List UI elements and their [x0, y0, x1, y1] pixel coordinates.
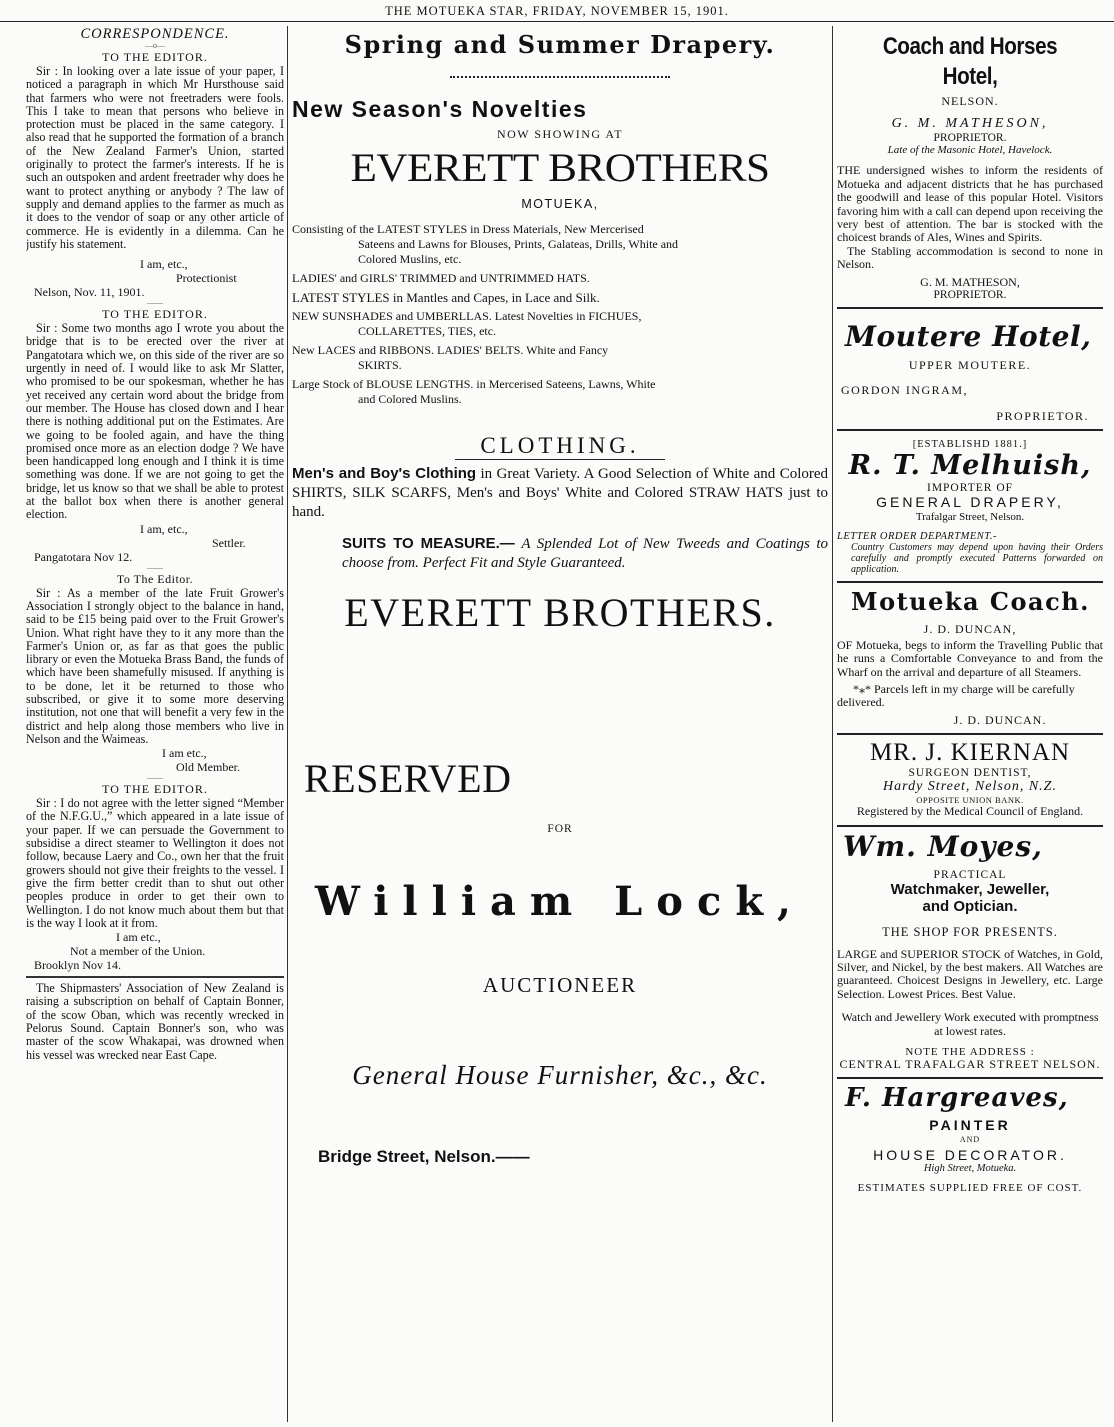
letter-3-body: Sir : As a member of the late Fruit Grower's Association I strongly object to the balance in hand, said to be £15 being paid over to the Fruit Grower's Union. What right have they to it any more than the Farmer's Union or, as far as that goes the public library or even the Motueka Brass Band, the funds of which have been shamefully misused. If anything is to be done, let it be returned to those who subscribed, or give it to some more deserving institution, not one that will benefit a very few in the district and help along those members who live in Nelson and the Waimeas.	[26, 585, 284, 746]
letter-1-salutation: TO THE EDITOR.	[102, 50, 208, 64]
motueka-coach-title: Motueka Coach.	[851, 587, 1090, 617]
and-label: AND	[959, 1134, 981, 1144]
kiernan-role: SURGEON DENTIST,	[908, 767, 1032, 780]
note-address: NOTE THE ADDRESS :	[905, 1045, 1035, 1058]
advert-column-right	[837, 26, 1103, 1422]
clothing-text: Men's and Boy's Clothing in Great Variety. A Good Selection of White and Colored SHIRTS, SILK SCARFS, Men's and Boys' White and Colored STRAW HATS just to hand.	[292, 465, 828, 520]
separator: ——	[147, 298, 163, 308]
letter-4-body: Sir : I do not agree with the letter signed “Member of the N.F.G.U.,” which appeared in a late issue of your paper. If we can persuade the Government to subsidise a direct steamer to Wellington it does not follow, because Laery and Co., own her that the fruit growers should not give their freights to the vessel. I give the firm better credit than to shut out other peoples produce in order to get their own to Wellington. I do not know much about them but that is the way I look at it from.	[26, 796, 284, 930]
ad-rule	[837, 1077, 1103, 1079]
clothing-heading: CLOTHING.	[480, 433, 640, 458]
moyes-trade-2: and Optician.	[922, 897, 1018, 915]
letter-order-text: Country Customers may depend upon having their Orders carefully and promptly executed Patterns forwarded on application.	[851, 542, 1103, 576]
established-year: [ESTABLISHD 1881.]	[912, 439, 1028, 451]
ad-rule	[837, 581, 1103, 583]
letter-2-signature: Settler.	[212, 535, 246, 550]
column-rule-2	[832, 26, 833, 1422]
kiernan-address: Hardy Street, Nelson, N.Z.	[883, 779, 1057, 795]
advert-column-center	[292, 26, 828, 1422]
moutere-title: Moutere Hotel,	[845, 320, 1092, 354]
letter-3-closing: I am etc.,	[162, 746, 207, 761]
letter-4-salutation: TO THE EDITOR.	[102, 782, 208, 797]
ad-rule	[837, 307, 1103, 309]
now-showing: NOW SHOWING AT	[496, 127, 624, 141]
clothing-rule	[455, 459, 665, 460]
auctioneer-title: AUCTIONEER	[482, 973, 638, 997]
drapery-item: Large Stock of BLOUSE LENGTHS. in Mercerised Sateens, Lawns, White and Colored Muslins.	[292, 377, 656, 406]
estimates-note: ESTIMATES SUPPLIED FREE OF COST.	[857, 1181, 1083, 1194]
drapery-item: New LACES and RIBBONS. LADIES' BELTS. White and Fancy SKIRTS.	[292, 343, 609, 372]
letter-2-closing: I am, etc.,	[140, 521, 188, 536]
letter-2-place: Pangatotara Nov 12.	[34, 549, 133, 564]
melhuish-advert	[837, 439, 1103, 575]
moutere-advert	[837, 321, 1103, 423]
sign-name: G. M. MATHESON,	[920, 274, 1020, 289]
separator: —o—	[145, 41, 165, 50]
coach-horses-town: NELSON.	[941, 94, 999, 108]
drapery-advert	[292, 30, 828, 635]
ad-rule	[837, 825, 1103, 827]
letter-4-signature: Not a member of the Union.	[70, 944, 206, 959]
shipmasters-note: The Shipmasters' Association of New Zealand is raising a subscription on behalf of Captain Bonner, of the scow Oban, which was recently wrecked in Pelorus Sound. Captain Bonner's son, who was master of the scow Whakapai, was drowned when his vessel was wrecked near East Cape.	[26, 981, 284, 1062]
coach-sign: J. D. DUNCAN.	[953, 712, 1047, 727]
kiernan-title: MR. J. KIERNAN	[869, 739, 1071, 767]
correspondence-heading: CORRESPONDENCE.	[80, 26, 230, 42]
late-of: Late of the Masonic Hotel, Havelock.	[887, 144, 1053, 157]
moutere-name: GORDON INGRAM,	[841, 383, 969, 398]
reserved-advert	[292, 757, 828, 1167]
coach-horses-title: Coach and Horses Hotel,	[882, 33, 1058, 90]
letter-1-closing: I am, etc.,	[140, 257, 188, 272]
section-rule	[26, 976, 284, 978]
proprietor-role: PROPRIETOR.	[933, 132, 1007, 145]
drapery-item: NEW SUNSHADES and UMBERLLAS. Latest Novelties in FICHUES, COLLARETTES, TIES, etc.	[292, 309, 642, 338]
separator: ——	[147, 773, 163, 783]
ad-rule	[837, 733, 1103, 735]
firm-name: EVERETT BROTHERS	[350, 145, 770, 190]
letter-1-signature: Protectionist	[176, 271, 237, 286]
shop-for-presents: THE SHOP FOR PRESENTS.	[882, 924, 1058, 939]
drapery-item: LADIES' and GIRLS' TRIMMED and UNTRIMMED HATS.	[292, 271, 590, 285]
sign-role: PROPRIETOR.	[933, 289, 1007, 302]
letter-1-body: Sir : In looking over a late issue of your paper, I noticed a paragraph in which Mr Hursthouse said that farmers who were not freetraders were fools. This I take to mean that persons who believe in protection must be placed in the same category. I also read that he supported the formation of a branch of the New Zealand Farmer's Union, started originally to protect the farmer's interests. If he is such an outspoken and ardent freetrader why does he want to protect anything or anybody ? The law of supply and demand applies to the farmer as much as it does to the vendor of soap or any other article of commerce. He is evidently in a dilemma. Can he justify his statement.	[26, 64, 284, 251]
drapery-item: Consisting of the LATEST STYLES in Dress Materials, New Mercerised Sateens and Lawns for Blouses, Prints, Galateas, Drills, White and Colored Muslins, etc.	[292, 222, 679, 266]
coach-horses-proprietor: G. M. MATHESON,	[891, 116, 1049, 132]
ornamental-rule	[450, 76, 670, 78]
opposite-union-bank: OPPOSITE UNION BANK.	[916, 795, 1024, 806]
hargreaves-title: F. Hargreaves,	[845, 1082, 1069, 1113]
moyes-body: LARGE and SUPERIOR STOCK of Watches, in Gold, Silver, and Nickel, by the best makers. All Watches are guaranteed. Choicest Designs in Jewellery, etc. Large Selection. Lowest Prices. Best Value.	[837, 946, 1103, 1001]
parcels-note: *⁎* Parcels left in my charge will be carefully delivered.	[837, 681, 1075, 710]
kiernan-advert	[837, 739, 1103, 818]
hargreaves-advert	[837, 1083, 1103, 1194]
letter-3-salutation: To The Editor.	[116, 571, 194, 586]
registered-note: Registered by the Medical Council of England.	[856, 804, 1084, 819]
melhuish-address: Trafalgar Street, Nelson.	[915, 511, 1025, 524]
masthead-rule	[0, 21, 1114, 22]
reserved-word: RESERVED	[304, 756, 512, 801]
moyes-title: Wm. Moyes,	[843, 829, 1043, 863]
masthead: THE MOTUEKA STAR, FRIDAY, NOVEMBER 15, 1901.	[385, 4, 729, 18]
painter-label: PAINTER	[929, 1116, 1011, 1133]
motueka-coach-advert	[837, 587, 1103, 727]
moutere-place: UPPER MOUTERE.	[908, 358, 1032, 373]
stabling-note: The Stabling accommodation is second to none in Nelson.	[837, 243, 1103, 272]
firm-name-footer: EVERETT BROTHERS.	[344, 590, 776, 635]
house-furnisher: General House Furnisher, &c., &c.	[352, 1060, 768, 1090]
coach-name: J. D. DUNCAN,	[923, 622, 1017, 637]
town-name: MOTUEKA,	[521, 197, 599, 211]
suits-lead: SUITS TO MEASURE.— A Splended Lot of New Tweeds and Coatings to choose from. Perfect Fit and Style Guaranteed.	[342, 535, 828, 571]
coach-body: OF Motueka, begs to inform the Travelling Public that he runs a Comfortable Conveyance to and from the Wharf on the arrival and departure of all Steamers.	[837, 637, 1103, 679]
ad-rule	[837, 429, 1103, 431]
letter-4-place: Brooklyn Nov 14.	[34, 958, 121, 973]
moyes-work: Watch and Jewellery Work executed with promptness at lowest rates.	[841, 1010, 1099, 1038]
drapery-title: Spring and Summer Drapery.	[344, 30, 776, 59]
house-decorator: HOUSE DECORATOR.	[873, 1146, 1067, 1163]
moyes-address: CENTRAL TRAFALGAR STREET NELSON.	[839, 1056, 1101, 1071]
moutere-role: PROPRIETOR.	[996, 408, 1089, 423]
drapery-item: LATEST STYLES in Mantles and Capes, in Lace and Silk.	[292, 290, 600, 305]
letter-1-place: Nelson, Nov. 11, 1901.	[34, 285, 145, 300]
william-lock-name: William Lock,	[315, 878, 805, 925]
coach-horses-advert	[837, 32, 1103, 301]
correspondence-column	[26, 26, 284, 1422]
melhuish-title: R. T. Melhuish,	[848, 450, 1092, 482]
coach-horses-body: THE undersigned wishes to inform the residents of Motueka and adjacent districts that he has purchased the goodwill and lease of this popular Hotel. Visitors favoring him with a call can depend upon receiving the very best of attention. The bar is stocked with the choicest brands of Ales, Wines and Spirits.	[837, 163, 1103, 245]
novelties-heading: New Season's Novelties	[292, 96, 588, 122]
letter-3-signature: Old Member.	[176, 760, 240, 775]
moyes-advert	[837, 831, 1103, 1071]
moyes-trade-1: Watchmaker, Jeweller,	[890, 880, 1050, 898]
letter-order-dept: LETTER ORDER DEPARTMENT.-	[837, 531, 997, 543]
importer-of: IMPORTER OF	[926, 482, 1014, 495]
general-drapery: GENERAL DRAPERY,	[876, 494, 1064, 511]
reserved-for: FOR	[547, 823, 573, 835]
practical-label: PRACTICAL	[933, 868, 1007, 881]
column-rule-1	[287, 26, 288, 1422]
letter-2-salutation: TO THE EDITOR.	[102, 307, 208, 322]
letter-4-closing: I am etc.,	[116, 930, 161, 945]
separator: ——	[147, 562, 163, 572]
bridge-street-address: Bridge Street, Nelson.——	[318, 1147, 530, 1166]
letter-2-body: Sir : Some two months ago I wrote you about the bridge that is to be erected over the river at Pangatotara which we, on this side of the river are so urgently in need of. I would like to ask Mr Slatter, who promised to be our spokesman, whether he has yet received any certain word about the bridge from our member. The House has closed down and I hear there is nothing additional put on the Estimates. Are we going to be fooled again, and have the thing promised once more as an election dodge ? We have been handicapped long enough and I think it is time something was done. If we are not going to get the bridge, let us know so that we shall be able to protest at the ballot box when there is another general election.	[26, 321, 284, 522]
hargreaves-address: High Street, Motueka.	[923, 1162, 1017, 1174]
